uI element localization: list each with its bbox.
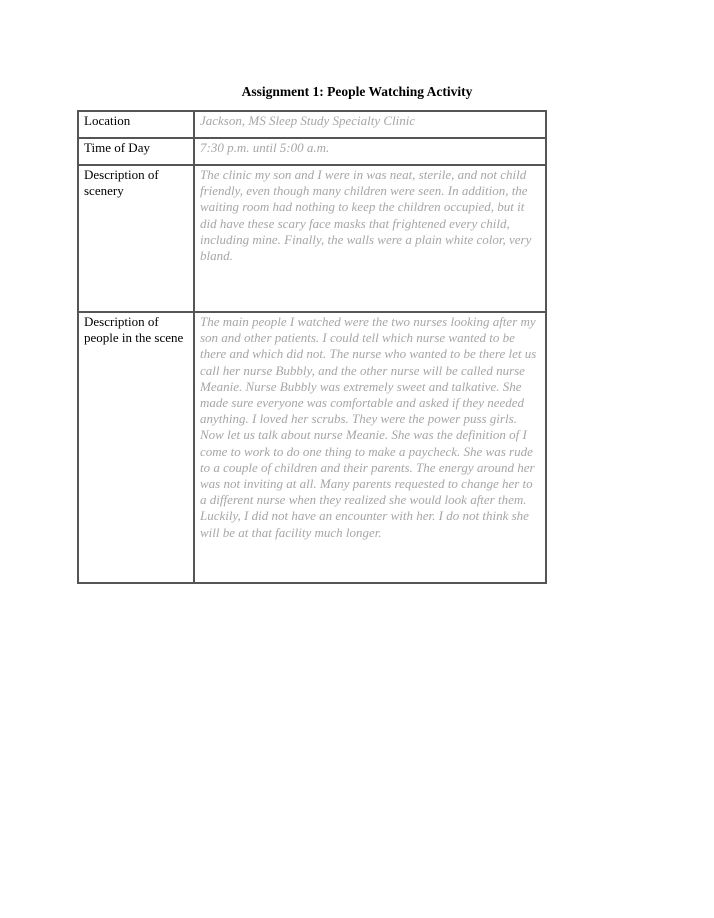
scenery-label: Description of scenery	[78, 165, 194, 312]
activity-table	[77, 110, 547, 584]
table-row-time-of-day	[78, 138, 546, 165]
people-label: Description of people in the scene	[78, 312, 194, 583]
people-value[interactable]: The main people I watched were the two nurses looking after my son and other patients. I could tell which nurse wanted to be there and which did not. The nurse who wanted to be there let us call her nurse Bubbly, and the other nurse will be called nurse Meanie. Nurse Bubbly was extremely sweet and talkative. She made sure everyone was comfortable and asked if they needed anything. I loved her scrubs. They were the power puss girls. Now let us talk about nurse Meanie. She was the definition of I come to work to do one thing to make a paycheck. She was rude to a couple of children and their parents. The energy around her was not inviting at all. Many parents requested to change her to a different nurse when they realized she would look after them. Luckily, I did not have an encounter with her. I do not think she will be at that facility much longer.	[194, 312, 546, 583]
table-row-scenery	[78, 165, 546, 312]
location-value[interactable]: Jackson, MS Sleep Study Specialty Clinic	[194, 111, 546, 138]
scenery-value[interactable]: The clinic my son and I were in was neat, sterile, and not child friendly, even though many children were seen. In addition, the waiting room had nothing to keep the children occupied, but it did have these scary face masks that frightened every child, including mine. Finally, the walls were a plain white color, very bland.	[194, 165, 546, 312]
page-title: Assignment 1: People Watching Activity	[241, 84, 473, 99]
location-label: Location	[78, 111, 194, 138]
time-of-day-value[interactable]: 7:30 p.m. until 5:00 a.m.	[194, 138, 546, 165]
table-row-location	[78, 111, 546, 138]
time-of-day-label: Time of Day	[78, 138, 194, 165]
table-row-people	[78, 312, 546, 583]
